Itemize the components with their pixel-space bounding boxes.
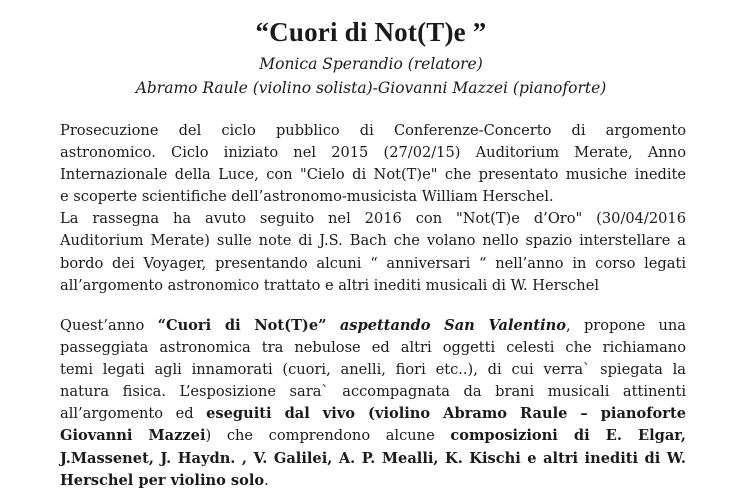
speaker-line: Monica Sperandio (relatore): [259, 55, 483, 73]
paragraph-line: temi legati agli innamorati (cuori, anelli, fiori etc..), di cui verra` spiegata la: [60, 361, 686, 379]
performers-line: Abramo Raule (violino solista)-Giovanni Mazzei (pianoforte): [135, 79, 607, 97]
paragraph-line: [60, 470, 686, 492]
paragraph-line: passeggiata astronomica tra nebulose ed altri oggetti celesti che richiamano: [60, 339, 686, 357]
paragraph-line: [60, 425, 686, 447]
text-run: .: [264, 471, 269, 489]
paragraph-line: Prosecuzione del ciclo pubblico di Conferenze-Concerto di argomento: [60, 122, 686, 139]
paragraph-line: [60, 403, 686, 425]
paragraph-line: astronomico. Ciclo iniziato nel 2015 (27/02/15) Auditorium Merate, Anno: [60, 144, 686, 162]
herschel-violin-bold: Herschel per violino solo: [60, 471, 265, 489]
paragraph-intro: [60, 120, 686, 297]
paragraph-line: bordo dei Voyager, presentando alcuni “ anniversari “ nell’anno in corso legati: [60, 254, 686, 272]
paragraph-line: all’argomento astronomico trattato e altri inediti musicali di W. Herschel: [60, 276, 600, 294]
text-run: all’argomento ed: [60, 405, 207, 423]
event-title: “Cuori di Not(T)e ”: [255, 17, 487, 47]
paragraph-line: natura fisica. L’esposizione sara` accompagnata da brani musicali attinenti: [60, 383, 686, 401]
text-run: Quest’anno: [60, 317, 158, 334]
text-run: [327, 317, 340, 334]
pianist-name-bold: Giovanni Mazzei: [60, 427, 206, 445]
live-performance-bold: eseguiti dal vivo (violino Abramo Raule – pianoforte: [206, 405, 687, 423]
paragraph-line: La rassegna ha avuto seguito nel 2016 con "Not(T)e d’Oro" (30/04/2016: [60, 210, 686, 228]
composers-line-bold: J.Massenet, J. Haydn. , V. Galilei, A. P. Mealli, K. Kischi e altri inediti di W.: [60, 449, 686, 467]
paragraph-line: e scoperte scientifiche dell’astronomo-musicista William Herschel.: [60, 188, 554, 206]
compositions-bold: composizioni di E. Elgar,: [450, 427, 686, 445]
paragraph-line: [60, 315, 686, 337]
paragraph-program: [60, 315, 686, 492]
valentine-tagline: aspettando San Valentino: [339, 317, 567, 334]
paragraph-line: Internazionale della Luce, con "Cielo di Not(T)e" che presentato musiche inedite: [60, 166, 686, 184]
paragraph-line: Auditorium Merate) sulle note di J.S. Bach che volano nello spazio interstellare a: [60, 232, 686, 250]
text-run: , propone una: [566, 317, 686, 334]
event-name-bold: “Cuori di Not(T)e”: [157, 317, 327, 334]
text-run: ) che comprendono alcune: [205, 427, 451, 445]
